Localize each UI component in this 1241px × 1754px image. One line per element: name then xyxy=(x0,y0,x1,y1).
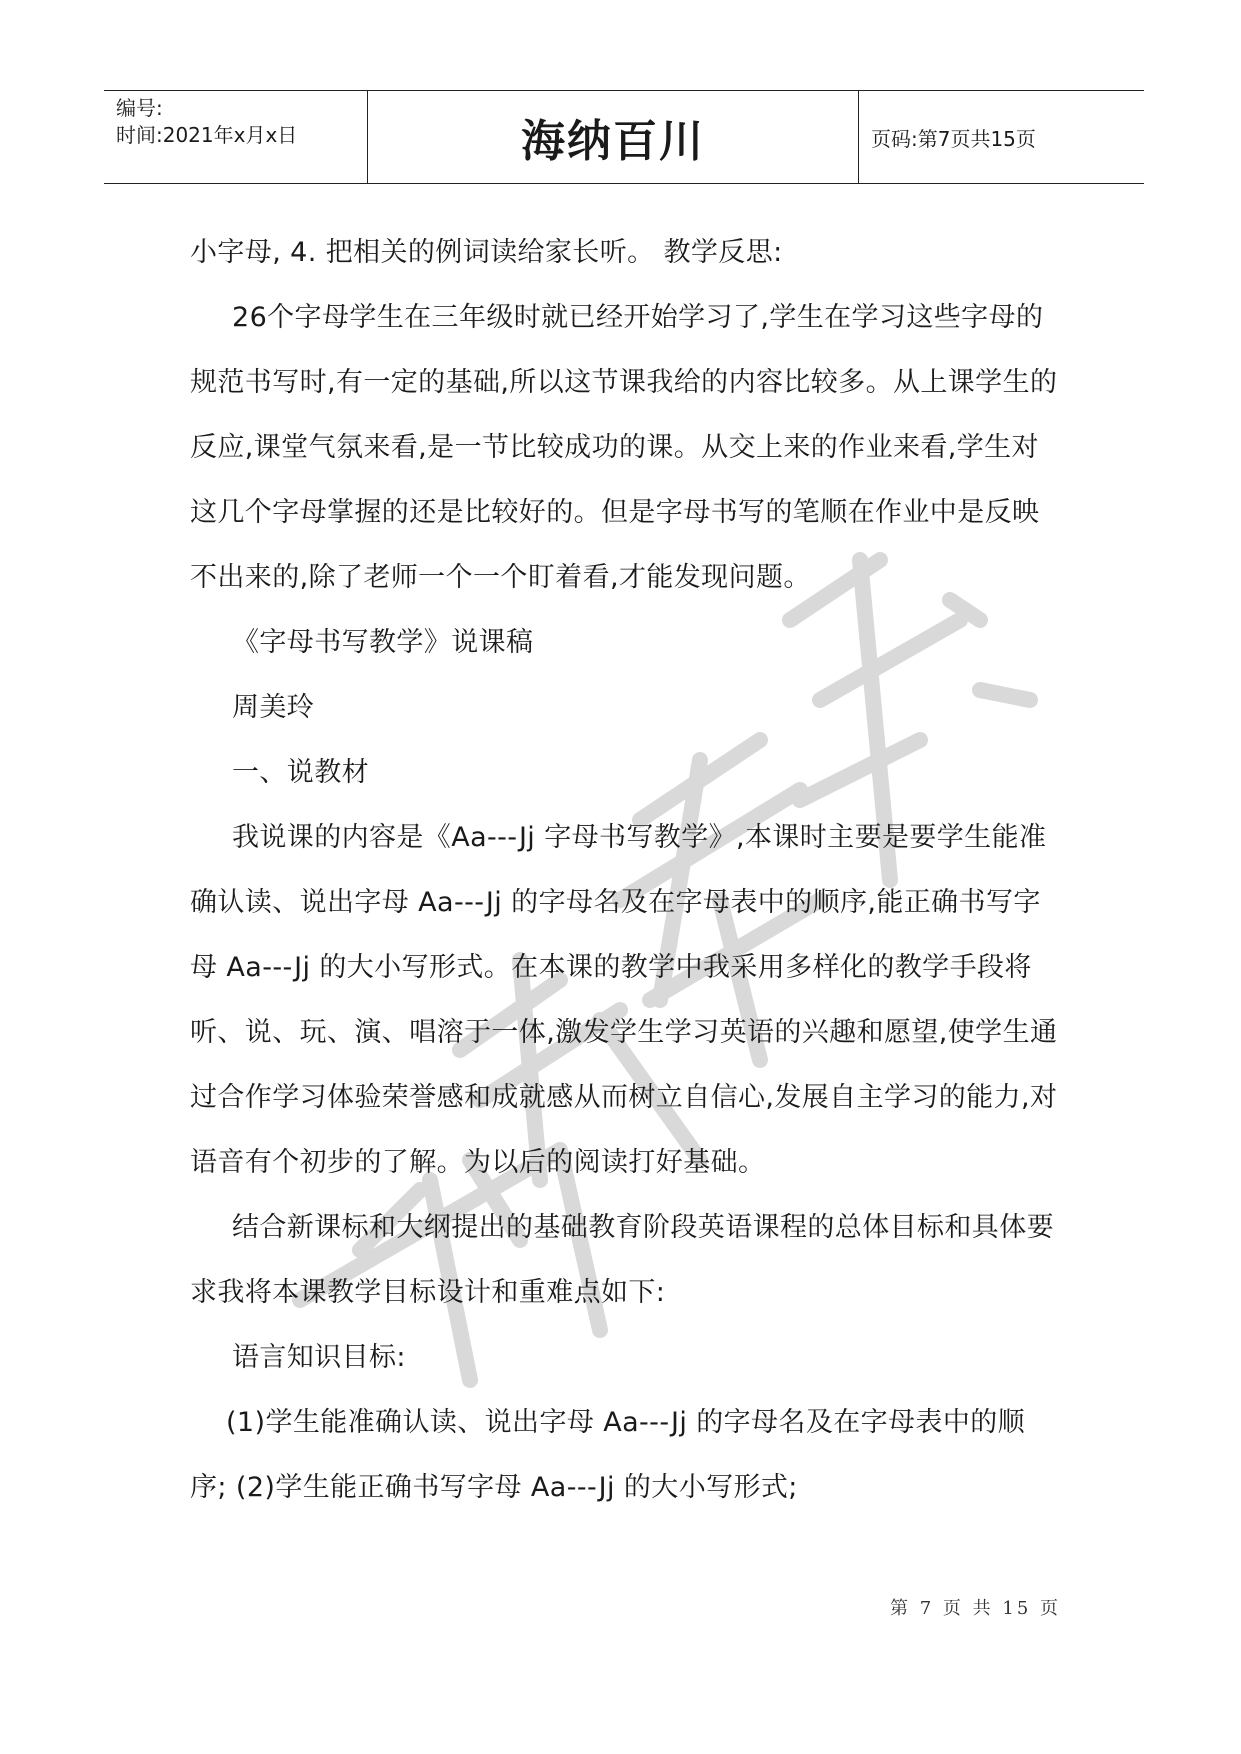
page-footer: 第 7 页 共 15 页 xyxy=(890,1598,1061,1619)
paragraph-2: 26个字母学生在三年级时就已经开始学习了,学生在学习这些字母的规范书写时,有一定的基础,所以这节课我给的内容比较多。从上课学生的反应,课堂气氛来看,是一节比较成功的课。从交上来的作业来看,学生对这几个字母掌握的还是比较好的。但是字母书写的笔顺在作业中是反映不出来的,除了老师一个一个盯着看,才能发现问题。 xyxy=(190,302,1058,593)
paragraph-9: (1)学生能准确认读、说出字母 Aa---Jj 的字母名及在字母表中的顺序; (2)学生能正确书写字母 Aa---Jj 的大小写形式; xyxy=(190,1407,1026,1503)
paragraph-6: 我说课的内容是《Aa---Jj 字母书写教学》,本课时主要是要学生能准确认读、说出字母 Aa---Jj 的字母名及在字母表中的顺序,能正确书写字母 Aa---Jj 的大小写形式。在本课的教学中我采用多样化的教学手段将听、说、玩、演、唱溶于一体,激发学生学习英语的兴趣和愿望,使学生通过合作学习体验荣誉感和成就感从而树立自信心,发展自主学习的能力,对语音有个初步的了解。为以后的阅读打好基础。 xyxy=(190,822,1058,1178)
header-meta-cell xyxy=(104,91,368,183)
serial-label: 编号: xyxy=(116,96,163,120)
document-header xyxy=(104,90,1144,184)
paragraph-5: 一、说教材 xyxy=(232,757,369,788)
paragraph-3: 《字母书写教学》说课稿 xyxy=(232,627,534,658)
document-body xyxy=(190,220,1060,1520)
brand-title: 海纳百川 xyxy=(368,91,859,183)
paragraph-8: 语言知识目标: xyxy=(232,1342,406,1373)
time-label: 时间:2021年x月x日 xyxy=(116,123,298,147)
page-number-label: 页码:第7页共15页 xyxy=(871,126,1036,151)
paragraph-4: 周美玲 xyxy=(232,692,315,723)
paragraph-7: 结合新课标和大纲提出的基础教育阶段英语课程的总体目标和具体要求我将本课教学目标设计和重难点如下: xyxy=(190,1212,1054,1308)
paragraph-1: 小字母, 4. 把相关的例词读给家长听。 教学反思: xyxy=(190,237,783,268)
